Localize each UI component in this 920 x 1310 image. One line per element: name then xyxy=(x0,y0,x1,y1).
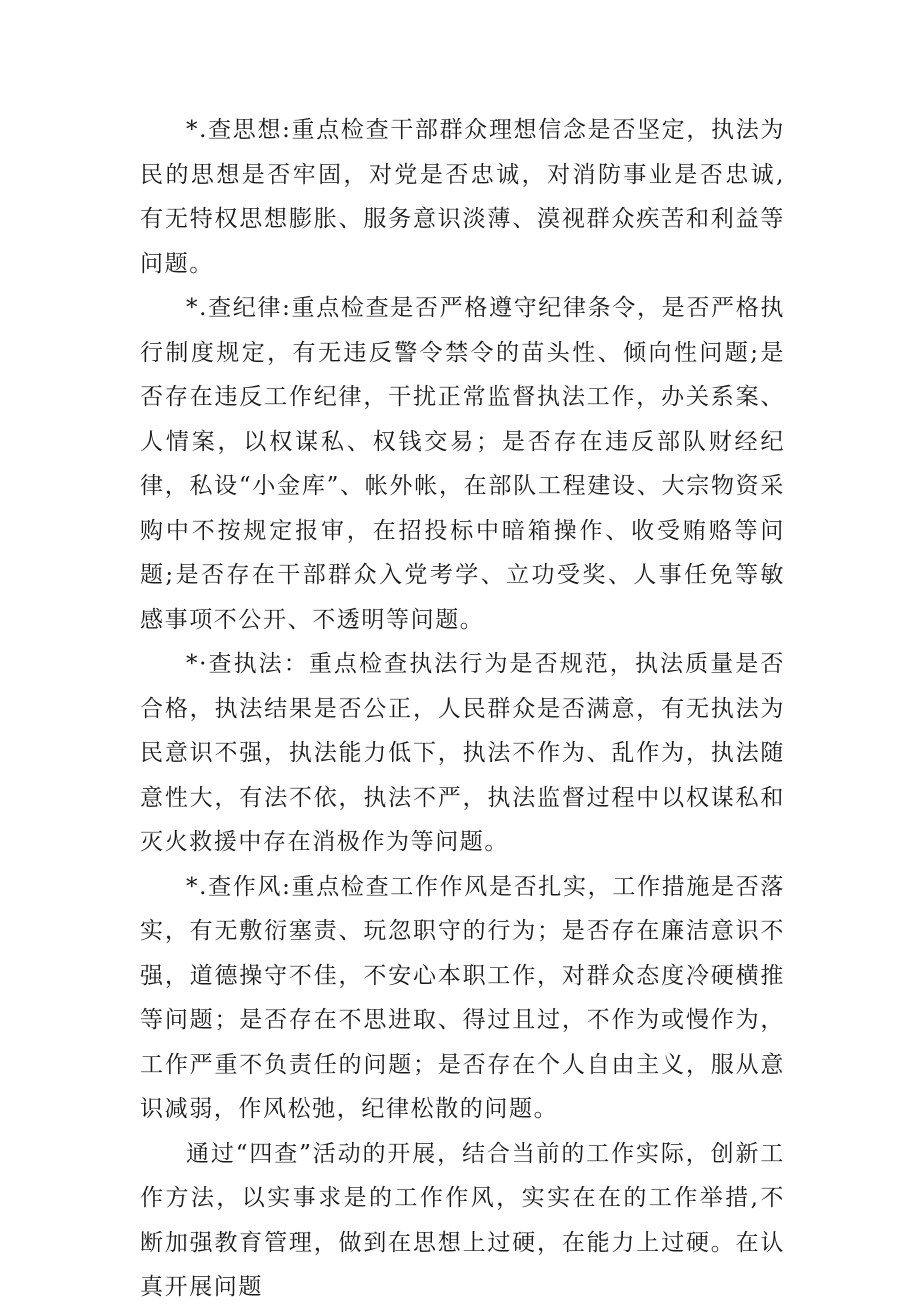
document-page xyxy=(140,108,785,1310)
paragraph-check-law-enforcement: *·查执法：重点检查执法行为是否规范，执法质量是否合格，执法结果是否公正，人民群众是否满意，有无执法为民意识不强，执法能力低下，执法不作为、乱作为，执法随意性大，有法不依，执法不严，执法监督过程中以权谋私和灭火救援中存在消极作为等问题。 xyxy=(140,651,785,855)
paragraph-check-thought: *.查思想:重点检查干部群众理想信念是否坚定，执法为民的思想是否牢固，对党是否忠诚，对消防事业是否忠诚,有无特权思想膨胀、服务意识淡薄、漠视群众疾苦和利益等问题。 xyxy=(140,117,785,277)
paragraph-check-discipline: *.查纪律:重点检查是否严格遵守纪律条令，是否严格执行制度规定，有无违反警令禁令的苗头性、倾向性问题;是否存在违反工作纪律，干扰正常监督执法工作，办关系案、人情案，以权谋私、权钱交易；是否存在违反部队财经纪律，私设“小金库”、帐外帐，在部队工程建设、大宗物资采购中不按规定报审，在招投标中暗箱操作、收受贿赂等问题;是否存在干部群众入党考学、立功受奖、人事任免等敏感事项不公开、不透明等问题。 xyxy=(140,295,785,633)
paragraph-four-checks-summary: 通过“四查”活动的开展，结合当前的工作实际，创新工作方法，以实事求是的工作作风，实实在在的工作举措,不断加强教育管理，做到在思想上过硬，在能力上过硬。在认真开展问题 xyxy=(140,1140,785,1300)
paragraph-check-work-style: *.查作风:重点检查工作作风是否扎实，工作措施是否落实，有无敷衍塞责、玩忽职守的行为；是否存在廉洁意识不强，道德操守不佳，不安心本职工作，对群众态度冷硬横推等问题；是否存在不思进取、得过且过，不作为或慢作为，工作严重不负责任的问题；是否存在个人自由主义，服从意识减弱，作风松弛，纪律松散的问题。 xyxy=(140,873,785,1122)
